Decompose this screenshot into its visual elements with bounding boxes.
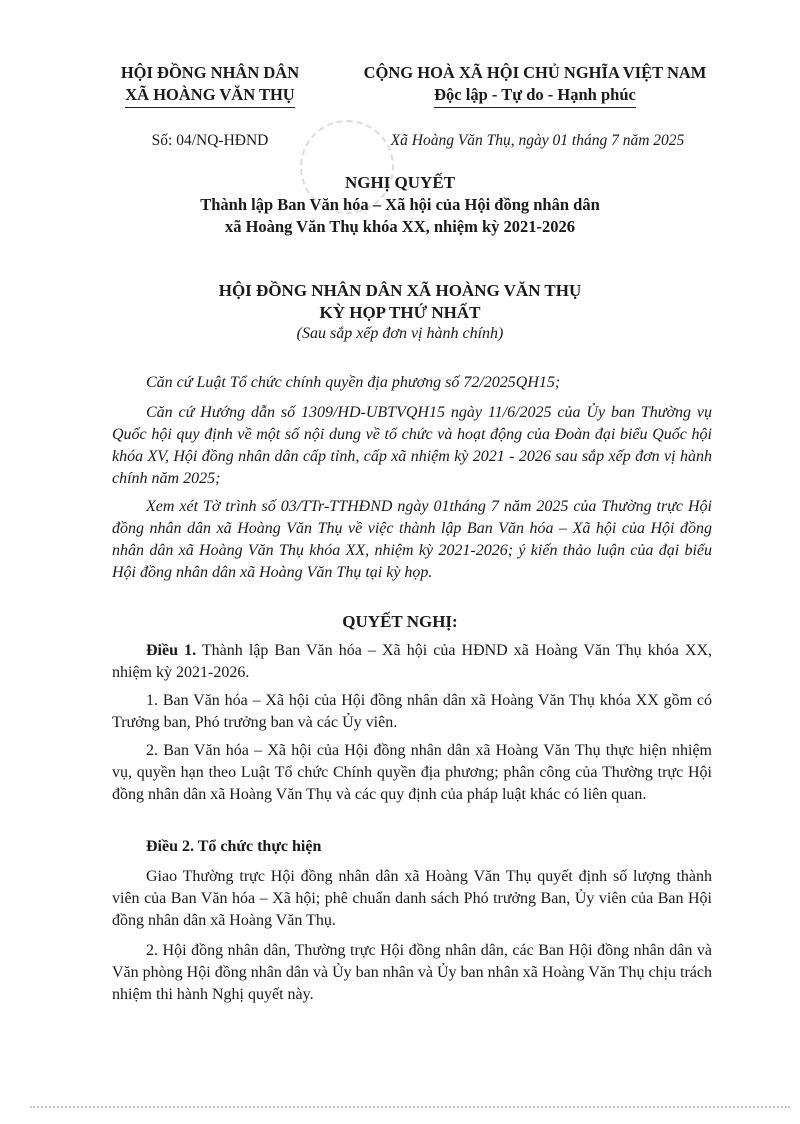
article-2-clause-2: 2. Hội đồng nhân dân, Thường trực Hội đồng nhân dân, các Ban Hội đồng nhân dân và Văn phòng Hội đồng nhân dân và Ủy ban nhân và Ủy ban nhân xã Hoàng Văn Thụ chịu trách nhiệm thi hành Nghị quyết này. <box>112 942 712 1003</box>
issuer-line-2: KỲ HỌP THỨ NHẤT <box>319 303 481 322</box>
article-1-clause-1: 1. Ban Văn hóa – Xã hội của Hội đồng nhân dân xã Hoàng Văn Thụ khóa XX gồm có Trưởng ban, Phó trưởng ban và các Ủy viên. <box>112 692 712 731</box>
article-1-text: Thành lập Ban Văn hóa – Xã hội của HĐND xã Hoàng Văn Thụ khóa XX, nhiệm kỳ 2021-2026. <box>112 642 713 681</box>
nation-line-1: CỘNG HOÀ XÃ HỘI CHỦ NGHĨA VIỆT NAM <box>363 63 707 82</box>
preamble-1: Căn cứ Luật Tổ chức chính quyền địa phương số 72/2025QH15; <box>146 374 561 391</box>
national-motto <box>335 62 735 108</box>
document-type: NGHỊ QUYẾT <box>344 173 456 192</box>
article-1-label: Điều 1. <box>146 642 197 659</box>
org-line-2: XÃ HOÀNG VĂN THỤ <box>125 84 294 108</box>
resolve-heading: QUYẾT NGHỊ: <box>342 612 458 631</box>
org-line-1: HỘI ĐỒNG NHÂN DÂN <box>120 63 300 82</box>
article-1-clause-2: 2. Ban Văn hóa – Xã hội của Hội đồng nhân dân xã Hoàng Văn Thụ thực hiện nhiệm vụ, quyền hạn theo Luật Tổ chức Chính quyền địa phương; phân công của Thường trực Hội đồng nhân dân xã Hoàng Văn Thụ và các quy định của pháp luật khác có liên quan. <box>112 742 712 803</box>
issuing-organization <box>90 62 330 108</box>
preamble-3: Xem xét Tờ trình số 03/TTr-TTHĐND ngày 01tháng 7 năm 2025 của Thường trực Hội đồng nhân dân xã Hoàng Văn Thụ về việc thành lập Ban Văn hóa – Xã hội của Hội đồng nhân dân xã Hoàng Văn Thụ khóa XX, nhiệm kỳ 2021-2026; ý kiến thảo luận của đại biểu Hội đồng nhân dân xã Hoàng Văn Thụ tại kỳ họp. <box>112 498 712 581</box>
subject-line-2: xã Hoàng Văn Thụ khóa XX, nhiệm kỳ 2021-2026 <box>224 217 576 236</box>
scan-edge-dots <box>30 1106 790 1110</box>
issuer-block <box>100 280 700 324</box>
preamble-2: Căn cứ Hướng dẫn số 1309/HD-UBTVQH15 ngày 11/6/2025 của Ủy ban Thường vụ Quốc hội quy định về một số nội dung về tổ chức và hoạt động của Đoàn đại biểu Quốc hội khóa XV, Hội đồng nhân dân cấp tỉnh, cấp xã nhiệm kỳ 2021 - 2026 sau sắp xếp đơn vị hành chính năm 2025; <box>112 404 712 487</box>
issuer-line-3: (Sau sắp xếp đơn vị hành chính) <box>296 325 504 342</box>
article-2-clause-1: Giao Thường trực Hội đồng nhân dân xã Hoàng Văn Thụ quyết định số lượng thành viên của Ban Văn hóa – Xã hội; phê chuẩn danh sách Phó trưởng Ban, Ủy viên của Ban Hội đồng nhân dân xã Hoàng Văn Thụ. <box>112 868 712 929</box>
nation-line-2: Độc lập - Tự do - Hạnh phúc <box>434 84 636 108</box>
article-1 <box>112 640 712 684</box>
document-number: Số: 04/NQ-HĐND <box>151 132 269 149</box>
subject-line-1: Thành lập Ban Văn hóa – Xã hội của Hội đồng nhân dân <box>200 195 600 214</box>
issuer-line-1: HỘI ĐỒNG NHÂN DÂN XÃ HOÀNG VĂN THỤ <box>218 281 582 300</box>
document-subject <box>100 194 700 238</box>
place-and-date: Xã Hoàng Văn Thụ, ngày 01 tháng 7 năm 2025 <box>390 132 685 149</box>
article-2-label: Điều 2. Tổ chức thực hiện <box>146 838 322 855</box>
